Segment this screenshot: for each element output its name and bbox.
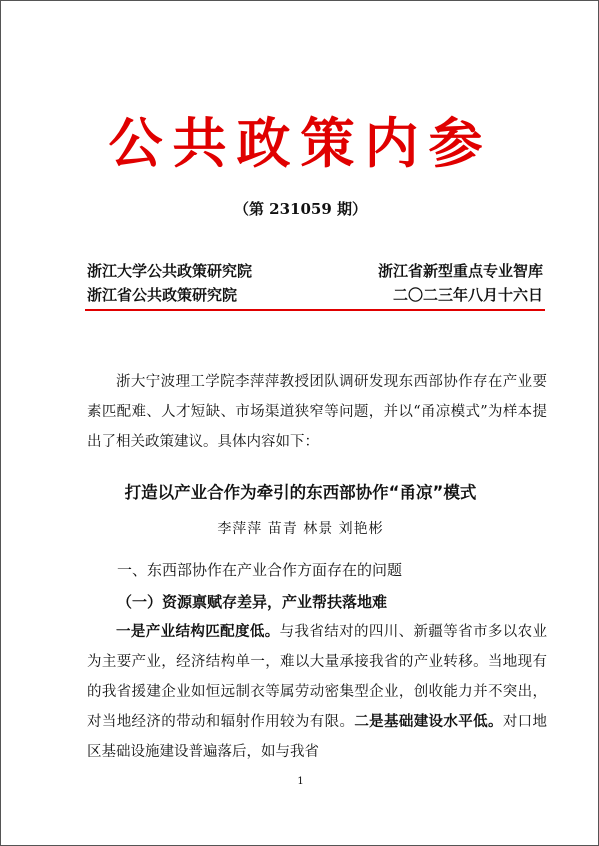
point-one-text: 与我省结对的四川、新疆等省市多以农业为主要产业，经济结构单一，难以大量承接我省的产业转移。当地现有的我省援建企业如恒远制衣等属劳动密集型企业，创收能力并不突出，对当地经济的带动和辐射作用较为有限。 <box>87 624 547 730</box>
authors: 李萍萍 苗青 林景 刘艳彬 <box>217 521 384 537</box>
intro-paragraph: 浙大宁波理工学院李萍萍教授团队调研发现东西部协作存在产业要素匹配难、人才短缺、市场渠道狭窄等问题，并以“甬凉模式”为样本提出了相关政策建议。具体内容如下： <box>87 374 547 450</box>
article-title: 打造以产业合作为牵引的东西部协作“甬凉”模式 <box>124 483 477 502</box>
point-two-lead: 二是基础建设水平低。 <box>354 713 503 730</box>
red-divider <box>85 309 545 311</box>
section-heading: 一、东西部协作在产业合作方面存在的问题 <box>117 561 403 579</box>
point-one-lead: 一是产业结构匹配度低。 <box>116 623 280 640</box>
issue-number: （第 231059 期） <box>233 200 368 218</box>
think-tank-label: 浙江省新型重点专业智库 <box>377 262 543 280</box>
issue-date: 二〇二三年八月十六日 <box>392 286 543 304</box>
header-row-1 <box>87 260 543 281</box>
provincial-institute-name: 浙江省公共政策研究院 <box>87 286 238 304</box>
point-two-text: 对口地区基础设施建设普遍落后，如与我省 <box>87 714 548 760</box>
header-row-2 <box>87 284 543 305</box>
masthead-title: 公共政策内参 <box>108 112 493 175</box>
body-paragraph <box>87 617 547 767</box>
page-number: 1 <box>297 776 304 787</box>
subsection-heading: （一）资源禀赋存差异，产业帮扶落地难 <box>117 593 388 611</box>
institute-name: 浙江大学公共政策研究院 <box>87 262 253 280</box>
